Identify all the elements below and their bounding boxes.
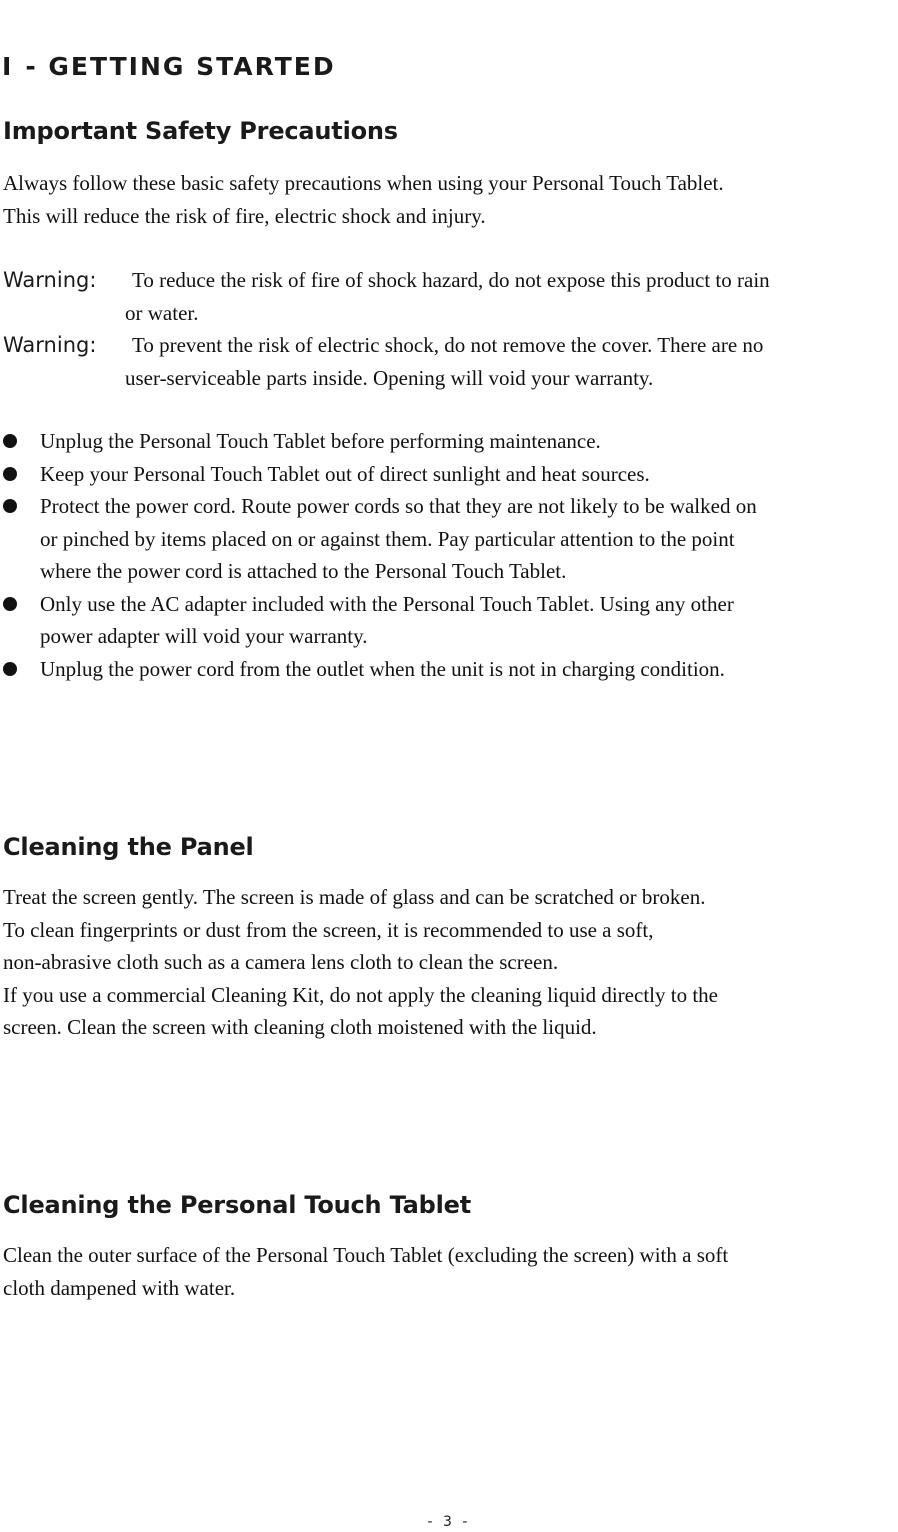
- safety-intro-line: Always follow these basic safety precautions when using your Personal Touch Tablet.: [3, 171, 724, 195]
- warning-line: To prevent the risk of electric shock, do not remove the cover. There are no: [132, 333, 764, 357]
- section-title-text: - GETTING STARTED: [25, 52, 336, 81]
- safety-bullet-list: [3, 425, 895, 685]
- paragraph-line: non-abrasive cloth such as a camera lens cloth to clean the screen.: [3, 950, 559, 974]
- bullet-line: Unplug the Personal Touch Tablet before performing maintenance.: [40, 429, 601, 453]
- bullet-line: or pinched by items placed on or against them. Pay particular attention to the point: [40, 526, 735, 551]
- bullet-dot-icon: [3, 434, 17, 448]
- warning-text: [125, 264, 770, 329]
- bullet-dot-icon: [3, 662, 17, 676]
- list-item: [3, 425, 895, 458]
- list-item: [3, 588, 895, 653]
- safety-heading: Important Safety Precautions: [3, 117, 398, 145]
- paragraph-line: cloth dampened with water.: [3, 1275, 236, 1300]
- section-title: [2, 52, 336, 81]
- paragraph-line: screen. Clean the screen with cleaning cloth moistened with the liquid.: [3, 1015, 597, 1039]
- safety-intro: [3, 167, 724, 232]
- cleaning-tablet-text: [3, 1239, 728, 1304]
- bullet-line: Only use the AC adapter included with the Personal Touch Tablet. Using any other: [40, 591, 734, 616]
- bullet-line: Protect the power cord. Route power cords so that they are not likely to be walked on: [40, 494, 757, 518]
- cleaning-tablet-heading: Cleaning the Personal Touch Tablet: [3, 1191, 472, 1219]
- paragraph-line: Treat the screen gently. The screen is made of glass and can be scratched or broken.: [3, 885, 706, 909]
- bullet-dot-icon: [3, 467, 17, 481]
- bullet-line: where the power cord is attached to the Personal Touch Tablet.: [40, 559, 567, 583]
- bullet-dot-icon: [3, 499, 17, 513]
- page-number: - 3 -: [427, 1514, 471, 1530]
- warning-line: To reduce the risk of fire of shock hazard, do not expose this product to rain: [132, 268, 770, 292]
- list-item: [3, 458, 895, 491]
- warning-line: user-serviceable parts inside. Opening will void your warranty.: [125, 365, 654, 390]
- warning-text: [125, 329, 763, 394]
- paragraph-line: Clean the outer surface of the Personal Touch Tablet (excluding the screen) with a soft: [3, 1243, 729, 1267]
- cleaning-panel-heading: Cleaning the Panel: [3, 833, 254, 861]
- bullet-line: Unplug the power cord from the outlet when the unit is not in charging condition.: [40, 656, 725, 681]
- bullet-line: Keep your Personal Touch Tablet out of direct sunlight and heat sources.: [40, 461, 650, 486]
- section-roman-numeral: I: [2, 52, 12, 81]
- warning-label: Warning:: [3, 333, 97, 357]
- safety-intro-line: This will reduce the risk of fire, electric shock and injury.: [3, 203, 486, 228]
- cleaning-panel-text: [3, 881, 718, 1044]
- list-item: [3, 653, 895, 686]
- paragraph-line: To clean fingerprints or dust from the screen, it is recommended to use a soft,: [3, 917, 654, 942]
- bullet-line: power adapter will void your warranty.: [40, 624, 368, 648]
- warning-label: Warning:: [3, 268, 97, 292]
- bullet-dot-icon: [3, 597, 17, 611]
- list-item: [3, 490, 895, 588]
- warning-line: or water.: [125, 300, 199, 325]
- paragraph-line: If you use a commercial Cleaning Kit, do not apply the cleaning liquid directly to the: [3, 982, 718, 1007]
